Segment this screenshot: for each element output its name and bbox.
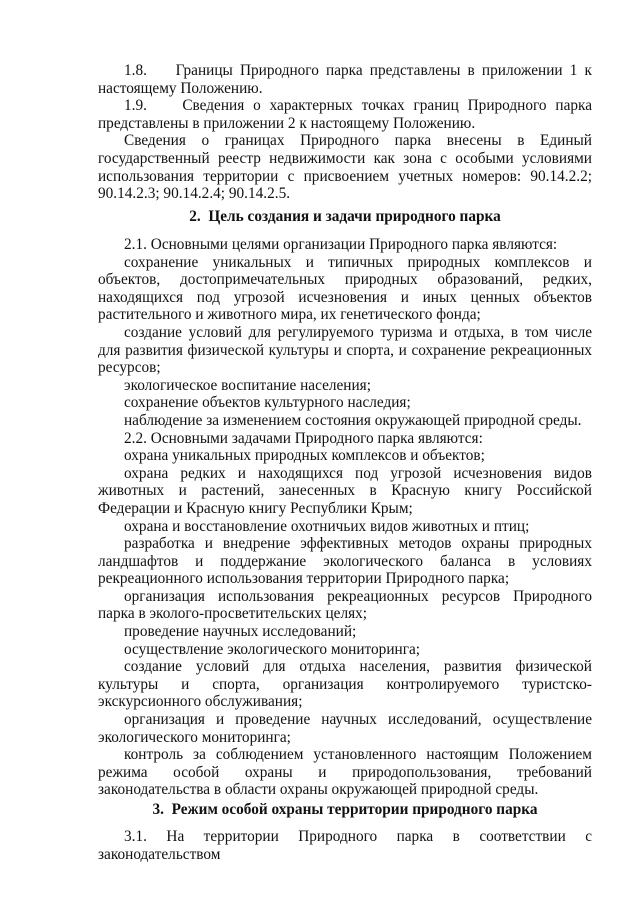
paragraph: охрана уникальных природных комплексов и объектов; bbox=[124, 447, 485, 465]
paragraph: экологическое воспитание населения; bbox=[124, 376, 371, 394]
section-3 bbox=[98, 801, 592, 819]
paragraph: контроль за соблюдением установленного настоящим Положением режима особой охраны и природопользования, требований законодательства в области охраны окружающей природной среды. bbox=[98, 746, 592, 799]
paragraph: 2.2. Основными задачами Природного парка являются: bbox=[124, 429, 483, 447]
paragraph-1-9: 1.9. Сведения о характерных точках границ Природного парка представлены в приложении 2 к настоящему Положению. bbox=[98, 97, 592, 132]
paragraph-3-1: 3.1. На территории Природного парка в соответствии с законодательством bbox=[98, 828, 592, 863]
paragraph-egrn: Сведения о границах Природного парка внесены в Единый государственный реестр недвижимости как зона с особыми условиями использования территории с присвоением учетных номеров: 90.14.2.2; 90.14.2.3; 90.14.2.4; 90.14.2.5. bbox=[98, 132, 592, 203]
section-1-tail bbox=[98, 62, 592, 203]
paragraph: охрана редких и находящихся под угрозой исчезновения видов животных и растений, занесенных в Красную книгу Российской Федерации и Красную книгу Республики Крым; bbox=[98, 464, 592, 517]
paragraph: проведение научных исследований; bbox=[124, 623, 357, 641]
paragraph: организация и проведение научных исследований, осуществление экологического мониторинга; bbox=[98, 711, 592, 746]
section-2-heading: 2. Цель создания и задачи природного парка bbox=[189, 208, 501, 225]
paragraph: создание условий для регулируемого туризма и отдыха, в том числе для развития физической культуры и спорта, и сохранение рекреационных ресурсов; bbox=[98, 323, 592, 377]
paragraph: разработка и внедрение эффективных методов охраны природных ландшафтов и поддержание экологического баланса в условиях рекреационного использования территории Природного парка; bbox=[98, 535, 592, 588]
paragraph-1-8: 1.8. Границы Природного парка представлены в приложении 1 к настоящему Положению. bbox=[98, 62, 592, 97]
paragraph: создание условий для отдыха населения, развития физической культуры и спорта, организация контролируемого туристско-экскурсионного обслуживания; bbox=[98, 658, 592, 711]
paragraph: наблюдение за изменением состояния окружающей природной среды. bbox=[124, 411, 582, 429]
section-2 bbox=[98, 208, 592, 226]
paragraph: 2.1. Основными целями организации Природного парка являются: bbox=[124, 236, 558, 253]
paragraph: охрана и восстановление охотничьих видов животных и птиц; bbox=[124, 517, 530, 535]
section-3-heading: 3. Режим особой охраны территории природного парка bbox=[152, 801, 538, 818]
paragraph: сохранение объектов культурного наследия; bbox=[124, 394, 411, 412]
section-2-body bbox=[98, 236, 592, 799]
paragraph: организация использования рекреационных ресурсов Природного парка в эколого-просветительских целях; bbox=[98, 587, 592, 623]
paragraph: сохранение уникальных и типичных природных комплексов и объектов, достопримечательных природных образований, редких, находящихся под угрозой исчезновения и иных ценных объектов растительного и животного мира, их генетического фонда; bbox=[98, 253, 592, 324]
section-3-body bbox=[98, 828, 592, 863]
paragraph: осуществление экологического мониторинга; bbox=[124, 640, 421, 658]
